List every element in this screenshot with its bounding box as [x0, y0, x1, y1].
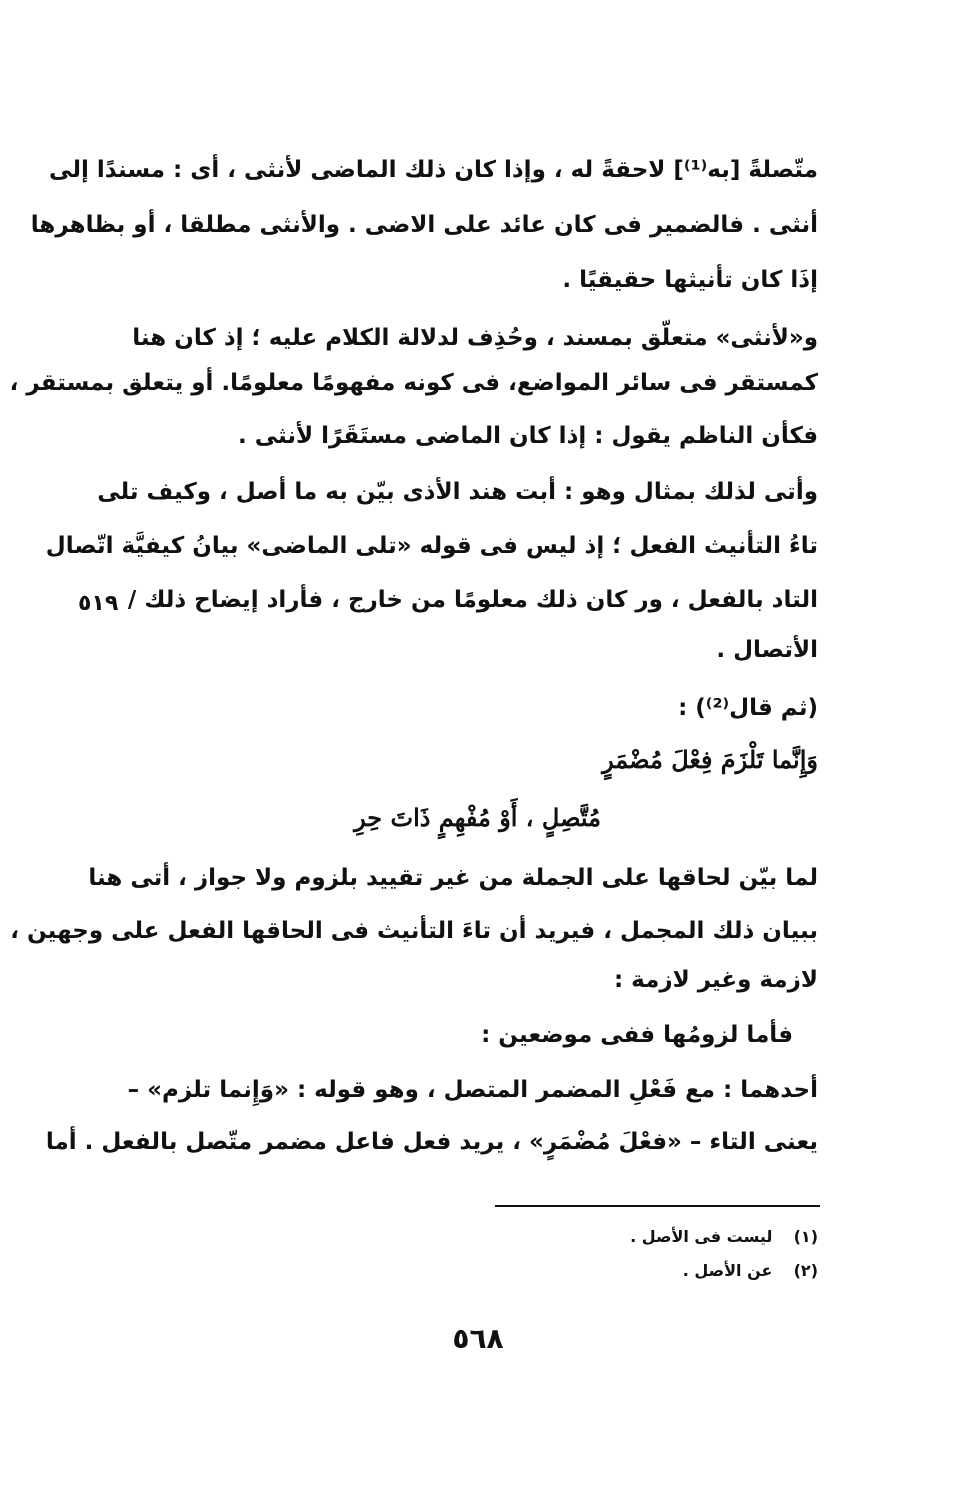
verse-second-hemistich: مُتَّصِلٍ ، أَوْ مُفْهِمٍ ذَاتَ حِرِ: [354, 803, 601, 832]
footnote: [683, 1257, 818, 1285]
body-line: و«لأنثى» متعلّق بمسند ، وحُذِف لدلالة الكلام عليه ؛ إذ كان هنا: [132, 325, 818, 351]
body-line: لازمة وغير لازمة :: [613, 967, 818, 993]
verse-first-hemistich: وَإِنَّما تَلْزَمَ فِعْلَ مُضْمَرٍ: [602, 745, 818, 774]
footnote-number: (٢): [793, 1261, 818, 1280]
body-line: وأتى لذلك بمثال وهو : أبت هند الأذى بيّن به ما أصل ، وكيف تلى: [97, 479, 818, 505]
footnote-divider: [495, 1205, 820, 1207]
body-line: فأما لزومُها ففى موضعين :: [481, 1022, 793, 1048]
body-line: أحدهما : مع فَعْلِ المضمر المتصل ، وهو قوله : «وَإِنما تلزم» –: [127, 1077, 818, 1103]
footnote-text: ليست فى الأصل .: [630, 1227, 773, 1246]
body-line: الأتصال .: [716, 637, 818, 663]
body-line: ببيان ذلك المجمل ، فيريد أن تاءَ التأنيث فى الحاقها الفعل على وجهين ،: [10, 918, 818, 944]
body-line: إذَا كان تأنيثها حقيقيًا .: [562, 267, 818, 293]
body-line: أنثى . فالضمير فى كان عائد على الاضى . والأنثى مطلقا ، أو بظاهرها: [30, 212, 818, 238]
body-line: التاد بالفعل ، ور كان ذلك معلومًا من خارج ، فأراد إيضاح ذلك /: [127, 587, 818, 613]
body-line: كمستقر فى سائر المواضع، فى كونه مفهومًا معلومًا. أو يتعلق بمستقر ،: [9, 370, 818, 396]
footnote: [630, 1223, 818, 1251]
verse-intro: (ثم قال⁽²⁾) :: [678, 695, 818, 721]
body-line: يعنى التاء – «فعْلَ مُضْمَرٍ» ، يريد فعل فاعل مضمر متّصل بالفعل . أما: [45, 1129, 818, 1155]
body-line: متّصلةً [به⁽¹⁾] لاحقةً له ، وإذا كان ذلك الماضى لأنثى ، أى : مسندًا إلى: [49, 157, 818, 183]
footnote-text: عن الأصل .: [682, 1261, 773, 1280]
body-line: فكأن الناظم يقول : إذا كان الماضى مستَقَرًا لأنثى .: [238, 423, 818, 449]
page-number: ٥٦٨: [452, 1322, 504, 1355]
body-line: لما بيّن لحاقها على الجملة من غير تقييد بلزوم ولا جواز ، أتى هنا: [88, 865, 818, 891]
footnote-number: (١): [793, 1227, 818, 1246]
body-line: تاءُ التأنيث الفعل ؛ إذ ليس فى قوله «تلى الماضى» بيانُ كيفيَّة اتّصال: [45, 533, 818, 559]
margin-folio-number: ٥١٩: [78, 591, 119, 616]
